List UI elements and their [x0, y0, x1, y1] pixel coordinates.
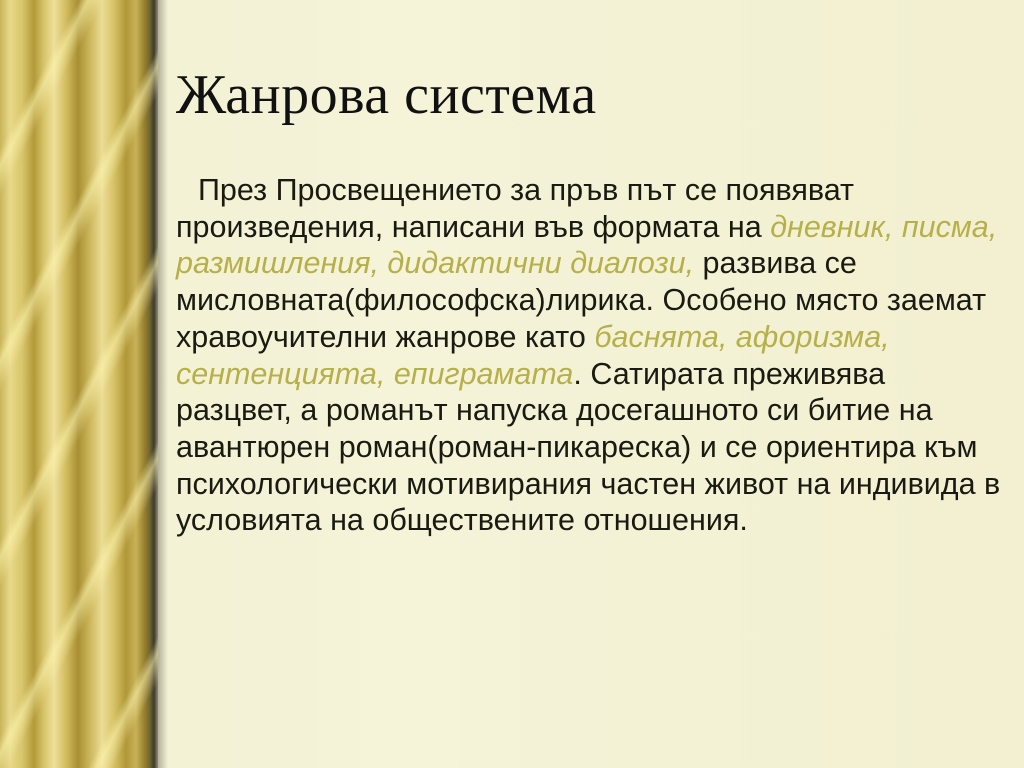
body-text-part-3: . Сатирата преживява разцвет, а романът напуска досегашното си битие на авантюрен роман(роман-пикареска) и се ориентира към психологически мотивирания частен живот на индивида в условията на обществените отношения. — [176, 356, 1001, 538]
body-text-part-1: През Просвещението за пръв път се появяват произведения, написани във формата на — [176, 173, 855, 244]
highlighted-genres-2: баснята, афоризма, сентенцията, епиграмата — [176, 319, 890, 391]
slide-body-paragraph — [176, 172, 1006, 539]
highlighted-genres-1: дневник, писма, размишления, дидактични диалози, — [176, 209, 998, 281]
decorative-gold-border — [0, 0, 158, 768]
body-text-part-2: развива се мисловната(философска)лирика. Особено място заемат хравоучителни жанрове като — [176, 246, 987, 354]
slide-title: Жанрова система — [176, 64, 597, 126]
border-shadow — [158, 0, 168, 768]
